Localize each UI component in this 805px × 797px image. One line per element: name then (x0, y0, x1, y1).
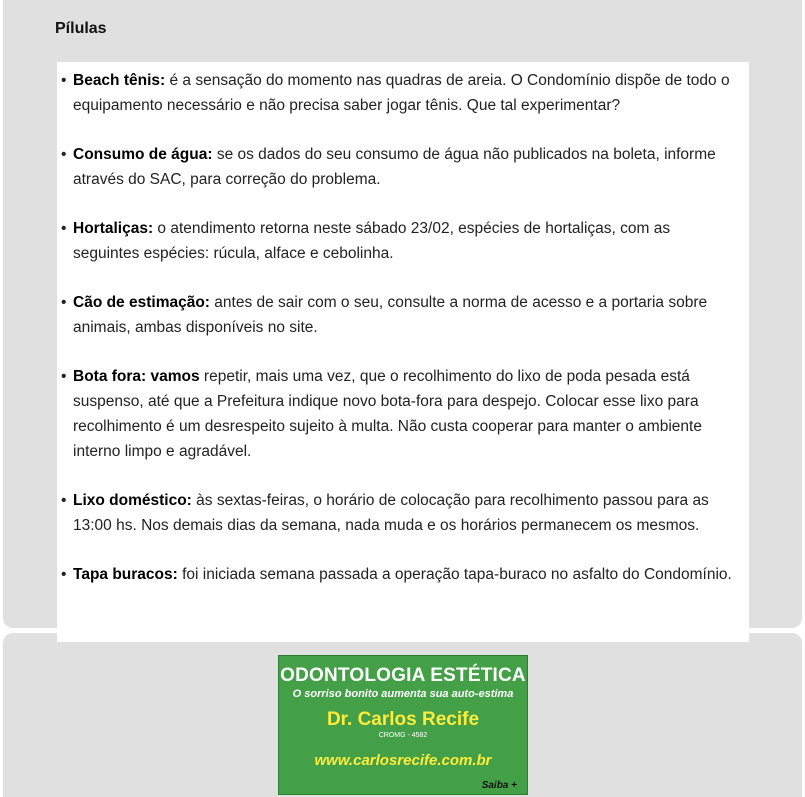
item-label: Consumo de água: (73, 146, 213, 163)
ad-subtitle: O sorriso bonito aumenta sua auto-estima (292, 688, 514, 700)
item-label: Beach tênis: (73, 72, 166, 89)
bullet: • (61, 566, 67, 583)
ad-more-link[interactable]: Saiba + (481, 780, 517, 791)
bullet: • (61, 368, 67, 385)
bullet: • (61, 294, 67, 311)
dental-ad-banner[interactable] (278, 655, 528, 795)
bullet: • (61, 146, 67, 163)
bullet: • (61, 72, 67, 89)
list-item (61, 142, 739, 192)
ad-url: www.carlosrecife.com.br (314, 752, 492, 769)
item-text: repetir, mais uma vez, que o recolhimento do lixo de poda pesada está suspenso, até que a Prefeitura indique novo bota-fora para despejo. Colocar esse lixo para recolhimento é um desrespeito sujeito à multa. Não custa cooperar para manter o ambiente interno limpo e agradável. (73, 368, 702, 460)
item-label: Tapa buracos: (73, 566, 178, 583)
list-item (61, 488, 739, 538)
bullet: • (61, 220, 67, 237)
item-text: às sextas-feiras, o horário de colocação para recolhimento passou para as 13:00 hs. Nos demais dias da semana, nada muda e os horários permanecem os mesmos. (73, 492, 709, 534)
item-label: Cão de estimação: (73, 294, 210, 311)
ad-registration: CROMG - 4582 (378, 732, 428, 739)
list-item (61, 364, 739, 464)
item-text: o atendimento retorna neste sábado 23/02, espécies de hortaliças, com as seguintes espécies: rúcula, alface e cebolinha. (73, 220, 671, 262)
item-label: Hortaliças: (73, 220, 154, 237)
item-label: Bota fora: vamos (73, 368, 200, 385)
news-list (57, 62, 749, 642)
item-text: é a sensação do momento nas quadras de areia. O Condomínio dispõe de todo o equipamento necessário e não precisa saber jogar tênis. Que tal experimentar? (73, 72, 730, 114)
list-item (61, 216, 739, 266)
list-item (61, 290, 739, 340)
item-text: antes de sair com o seu, consulte a norma de acesso e a portaria sobre animais, ambas disponíveis no site. (73, 294, 708, 336)
item-text: foi iniciada semana passada a operação tapa-buraco no asfalto do Condomínio. (177, 566, 732, 583)
bullet: • (61, 492, 67, 509)
item-text: se os dados do seu consumo de água não publicados na boleta, informe através do SAC, para correção do problema. (73, 146, 716, 188)
ad-doctor-name: Dr. Carlos Recife (326, 709, 480, 730)
section-title: Pílulas (55, 20, 107, 37)
ad-title: ODONTOLOGIA ESTÉTICA (280, 665, 526, 686)
list-item (61, 562, 739, 587)
list-item (61, 68, 739, 118)
item-label: Lixo doméstico: (73, 492, 192, 509)
